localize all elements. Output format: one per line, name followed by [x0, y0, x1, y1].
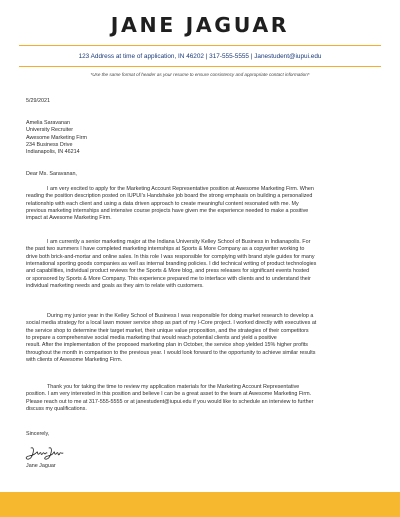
paragraph-line: to prepare a comprehensive social media marketing that would reach potential clients and yield a positive — [26, 335, 277, 342]
body-paragraph — [26, 239, 378, 290]
recipient-line: Awesome Marketing Firm — [26, 134, 88, 141]
header-divider-bottom — [19, 66, 381, 67]
paragraph-line: I am currently a senior marketing major at the Indiana University Kelley School of Business in Indianapolis. For — [47, 239, 311, 245]
handwritten-signature — [25, 445, 65, 463]
paragraph-line: throughout the month in comparison to the previous year. I would look forward to the opportunity to achieve similar results — [26, 349, 316, 356]
paragraph-line: individual marketing needs and goals as they aim to relate with customers. — [26, 283, 204, 290]
paragraph-line: social media strategy for a local lawn mower service shop as part of my I-Core project. I worked directly with executives at — [26, 320, 317, 327]
contact-info: 123 Address at time of application, IN 46202 | 317-555-5555 | Janestudent@iupui.edu — [78, 53, 322, 60]
paragraph-line: the past two summers I have completed marketing internships at Sports & More Company as a copywriter working to — [26, 246, 305, 253]
signer-name: Jane Jaguar — [26, 463, 56, 469]
paragraph-line: I am very excited to apply for the Marketing Account Representative position at Awesome Marketing Firm. When — [47, 186, 314, 192]
recipient-address — [26, 120, 378, 157]
body-paragraph — [26, 384, 378, 413]
body-paragraph — [26, 313, 378, 364]
paragraph-line: result. After the implementation of the proposed marketing plan in October, the service shop yielded 15% higher profits — [26, 342, 308, 349]
paragraph-line: impact at Awesome Marketing Firm. — [26, 215, 112, 222]
paragraph-line: the service shop to determine their target market, their unique value proposition, and the strategies of their competitors — [26, 327, 309, 334]
closing: Sincerely, — [26, 431, 50, 437]
paragraph-line: During my junior year in the Kelley School of Business I was responsible for doing market research to develop a — [47, 313, 314, 319]
header-divider-top — [19, 45, 381, 46]
recipient-line: 234 Business Drive — [26, 142, 73, 149]
body-paragraph — [26, 186, 378, 223]
paragraph-line: international sporting goods companies as well as internal branding policies. I did technical writing of product technologies — [26, 261, 317, 268]
paragraph-line: Thank you for taking the time to review my application materials for the Marketing Account Representative — [47, 384, 300, 390]
paragraph-line: previous marketing internships and intensive course projects have given me the experience needed to make a positive — [26, 208, 309, 215]
applicant-name: JANE JAGUAR — [110, 13, 290, 37]
paragraph-line: Please reach out to me at 317-555-5555 or at janestudent@iupui.edu if you would like to schedule an interview to further — [26, 398, 314, 405]
paragraph-line: drive both brick-and-mortar and online sales. In this role I was responsible for complying with brand style guides for many — [26, 253, 315, 260]
paragraph-line: position. I am very interested in this position and believe I can be a great asset to the team at Awesome Marketing Firm. — [26, 391, 312, 398]
paragraph-line: with clients of Awesome Marketing Firm. — [26, 357, 123, 364]
paragraph-line: discuss my qualifications. — [26, 406, 87, 413]
paragraph-line: relationship with each client and using a data driven approach to create meaningful content resonated with me. My — [26, 200, 299, 207]
salutation: Dear Ms. Saravanan, — [26, 171, 77, 177]
paragraph-line: reading the position description posted on IUPUI’s Handshake job board the strong emphasis on building a personalized — [26, 193, 313, 200]
recipient-line: Amelia Saravanan — [26, 120, 71, 126]
paragraph-line: and capabilities, individual product reviews for the Sports & More blog, and press releases for significant events hosted — [26, 268, 310, 275]
paragraph-line: or sponsored by Sports & More Company. This experience prepared me to interface with clients and to understand their — [26, 275, 311, 282]
letter-date: 5/29/2021 — [26, 98, 50, 104]
recipient-line: Indianapolis, IN 46214 — [26, 149, 80, 156]
header-format-note: *Use the same format of header as your resume to ensure consistency and appropriate contact information* — [90, 72, 310, 77]
footer-accent-bar — [0, 492, 400, 517]
recipient-line: University Recruiter — [26, 127, 74, 134]
